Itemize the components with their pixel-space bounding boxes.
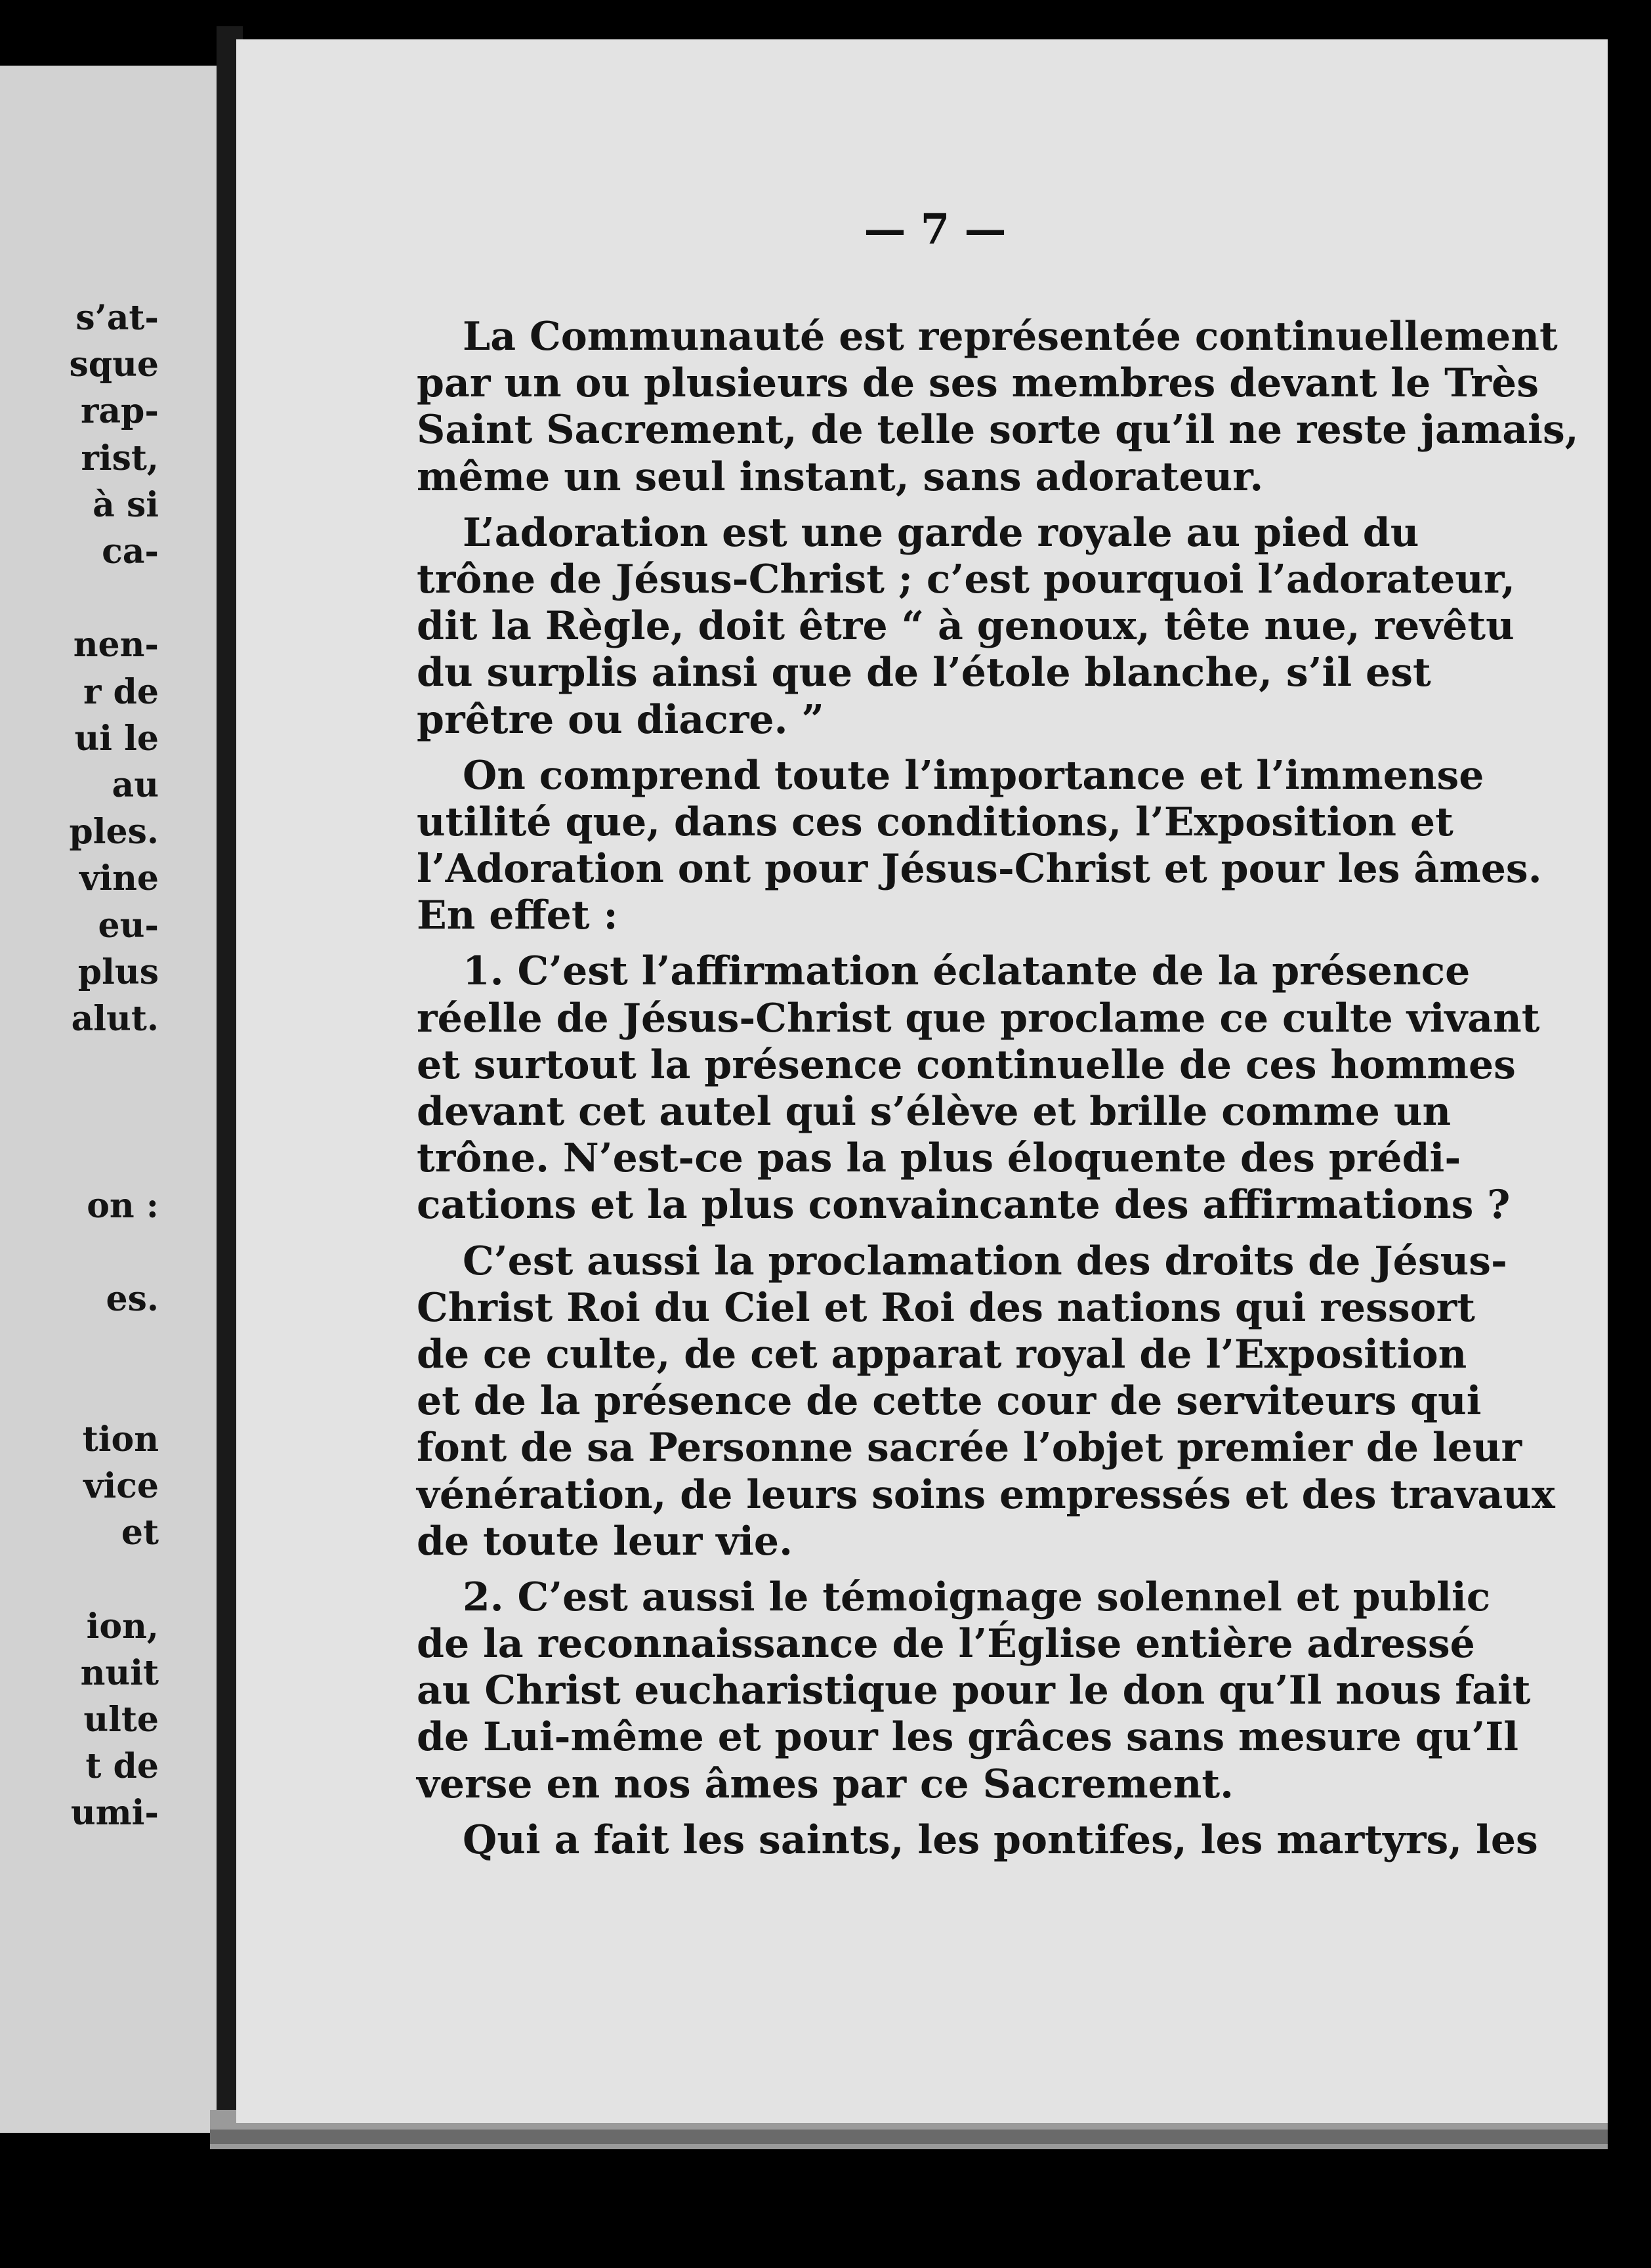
facing-page-line: nen- <box>73 625 159 665</box>
main-page <box>236 39 1608 2123</box>
facing-page-line: eu- <box>98 905 159 946</box>
facing-page-line: rist, <box>81 438 159 478</box>
facing-page-line: vine <box>79 858 159 899</box>
facing-page-fragment <box>0 66 236 2133</box>
text-line: Qui a fait les saints, les pontifes, les martyrs, les <box>463 1816 1538 1863</box>
paragraph <box>417 1816 1538 1864</box>
text-line: vénération, de leurs soins empressés et des travaux <box>417 1471 1555 1518</box>
paragraph-gap <box>417 744 1401 753</box>
facing-page-line: alut. <box>71 999 159 1039</box>
text-line: Christ Roi du Ciel et Roi des nations qui ressort <box>417 1284 1475 1331</box>
facing-page-line: r de <box>83 671 159 712</box>
facing-page-line: umi- <box>70 1793 159 1834</box>
body-text <box>417 314 1579 1864</box>
text-line: même un seul instant, sans adorateur. <box>417 453 1264 500</box>
text-line: de ce culte, de cet apparat royal de l’Exposition <box>417 1331 1467 1377</box>
text-line: de la reconnaissance de l’Église entière adressé <box>417 1621 1475 1668</box>
page-number: — 7 — <box>864 205 1007 254</box>
facing-page-line: ulte <box>83 1700 159 1740</box>
text-line: réelle de Jésus-Christ que proclame ce culte vivant <box>417 995 1540 1041</box>
text-line: prêtre ou diacre. ” <box>417 696 824 743</box>
text-line: C’est aussi la proclamation des droits de Jésus- <box>463 1238 1507 1284</box>
text-line: devant cet autel qui s’élève et brille comme un <box>417 1089 1452 1135</box>
text-line: trône. N’est-ce pas la plus éloquente des prédi- <box>417 1135 1461 1182</box>
text-line: au Christ eucharistique pour le don qu’Il nous fait <box>417 1668 1531 1714</box>
text-line: verse en nos âmes par ce Sacrement. <box>417 1761 1234 1807</box>
facing-page-line: ui le <box>74 718 159 759</box>
text-line: On comprend toute l’importance et l’immense <box>463 752 1484 799</box>
text-line: par un ou plusieurs de ses membres devant le Très <box>417 360 1539 407</box>
text-line: cations et la plus convaincante des affirmations ? <box>417 1182 1511 1228</box>
facing-page-line: tion <box>82 1419 159 1460</box>
facing-page-line: s’at- <box>75 298 159 338</box>
text-line: dit la Règle, doit être “ à genoux, tête nue, revêtu <box>417 603 1515 650</box>
page-edge-shadow <box>210 2130 1608 2144</box>
facing-page-line: ion, <box>86 1606 159 1647</box>
facing-page-line: ples. <box>69 812 159 852</box>
text-line: de Lui-même et pour les grâces sans mesure qu’Il <box>417 1714 1519 1761</box>
text-line: l’Adoration ont pour Jésus-Christ et pour les âmes. <box>417 846 1542 892</box>
facing-page-line: nuit <box>80 1652 159 1693</box>
paragraph-gap <box>417 1229 1401 1238</box>
paragraph-gap <box>417 939 1401 948</box>
paragraph <box>417 509 1516 744</box>
paragraph-gap <box>417 1565 1401 1574</box>
facing-page-line: ca- <box>102 532 159 572</box>
text-line: de toute leur vie. <box>417 1518 793 1564</box>
text-line: utilité que, dans ces conditions, l’Exposition et <box>417 799 1453 845</box>
facing-page-line: à si <box>93 484 159 525</box>
text-line: font de sa Personne sacrée l’objet premier de leur <box>417 1425 1522 1471</box>
facing-page-line: et <box>121 1513 159 1553</box>
paragraph <box>417 1238 1555 1565</box>
text-line: En effet : <box>417 892 618 939</box>
text-line: 2. C’est aussi le témoignage solennel et public <box>463 1574 1491 1620</box>
paragraph <box>417 1574 1531 1808</box>
text-line: et surtout la présence continuelle de ces hommes <box>417 1041 1516 1088</box>
facing-page-line: es. <box>106 1279 159 1320</box>
paragraph-gap <box>417 501 1401 510</box>
text-line: La Communauté est représentée continuellement <box>463 314 1558 360</box>
facing-page-line: au <box>112 765 159 805</box>
text-line: L’adoration est une garde royale au pied du <box>463 509 1419 556</box>
text-line: du surplis ainsi que de l’étole blanche, s’il est <box>417 650 1431 696</box>
paragraph <box>417 948 1540 1228</box>
text-line: trône de Jésus-Christ ; c’est pourquoi l’adorateur, <box>417 556 1516 602</box>
facing-page-line: on : <box>87 1185 159 1226</box>
facing-page-line: plus <box>77 952 159 992</box>
text-line: Saint Sacrement, de telle sorte qu’il ne reste jamais, <box>417 407 1579 453</box>
facing-page-line: vice <box>83 1466 159 1506</box>
text-line: et de la présence de cette cour de serviteurs qui <box>417 1378 1482 1425</box>
paragraph <box>417 314 1579 501</box>
text-line: 1. C’est l’affirmation éclatante de la présence <box>463 948 1471 995</box>
facing-page-line: rap- <box>80 391 159 432</box>
facing-page-line: sque <box>69 345 159 385</box>
paragraph <box>417 752 1542 940</box>
paragraph-gap <box>417 1808 1401 1817</box>
facing-page-line: t de <box>85 1746 159 1787</box>
